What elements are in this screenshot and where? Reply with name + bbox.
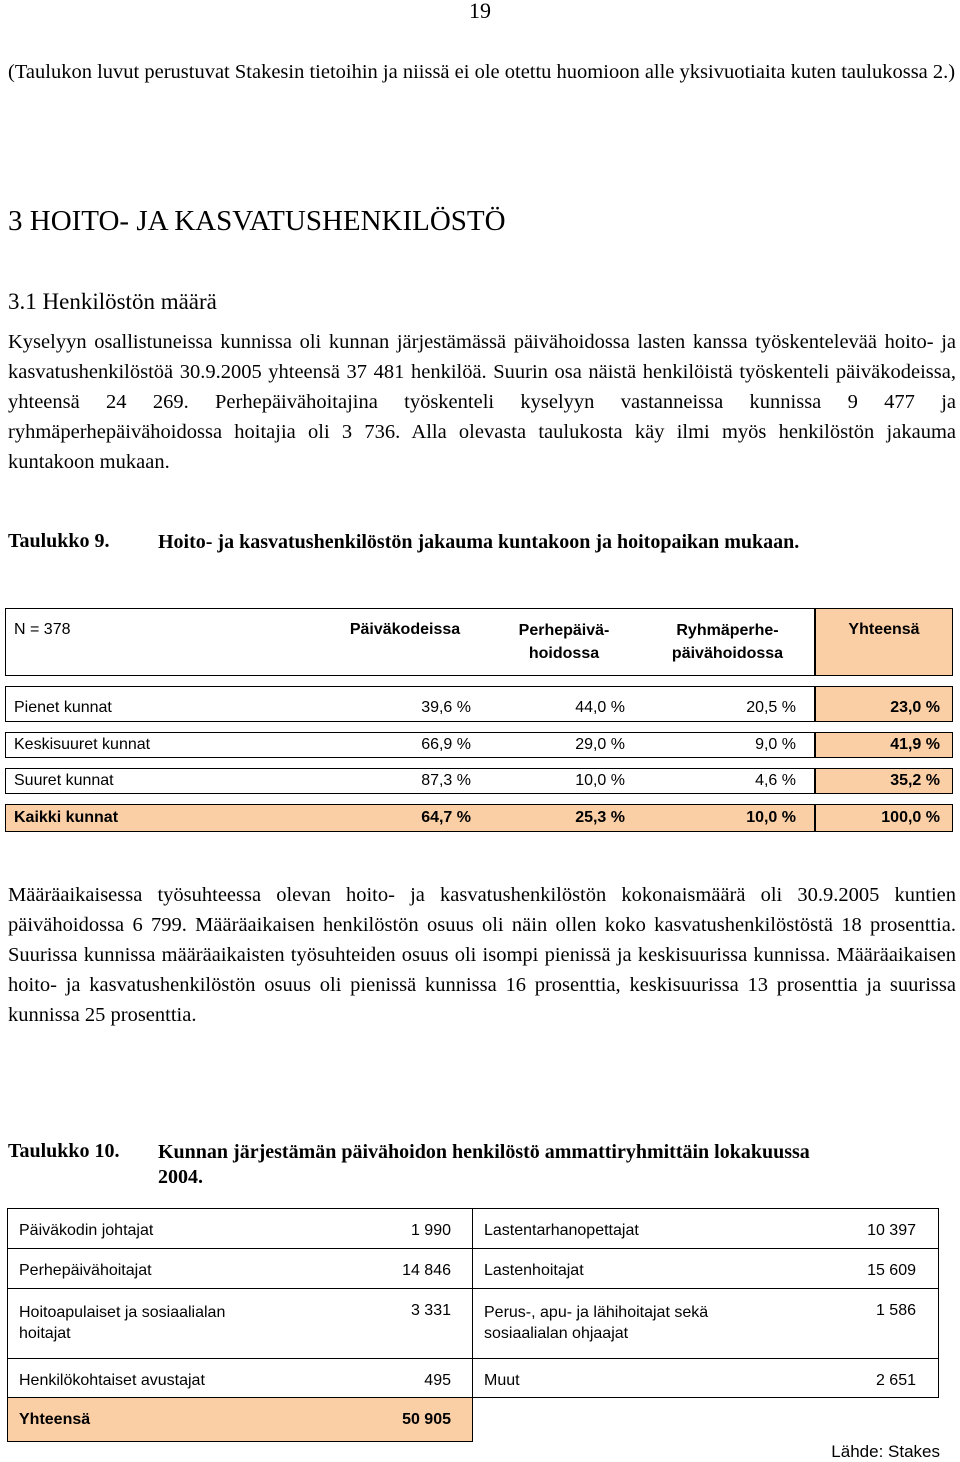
table-row — [5, 732, 953, 758]
table-row — [5, 686, 953, 722]
table9-cell-total: 23,0 % — [815, 686, 953, 722]
table10-cell: 10 397 — [867, 1222, 916, 1239]
table9-total-cell: 10,0 % — [641, 804, 815, 832]
section-heading: 3.1 Henkilöstön määrä — [8, 289, 217, 314]
table9-cell: 10,0 % — [487, 768, 641, 794]
table9-total-cell: 64,7 % — [323, 804, 487, 832]
table-row — [5, 768, 953, 794]
table10-cell: 3 331 — [410, 1302, 451, 1319]
paragraph-staff-count: Kyselyyn osallistuneissa kunnissa oli kunnan järjestämässä päivähoidossa lasten kanssa työskentelevää hoito- ja kasvatushenkilöstöä 30.9.2005 yhteensä 37 481 henkilöä. Suurin osa näistä henkilöistä työskenteli päiväkodeissa, yhteensä 24 269. Perhepäivähoitajina työskenteli kyselyyn vastanneissa kunnissa 9 477 ja ryhmäperhepäivähoidossa hoitajia oli 3 736. Alla olevasta taulukosta käy ilmi myös henkilöstön jakauma kuntakoon mukaan. — [8, 331, 956, 473]
table10-cell: 1 990 — [410, 1222, 451, 1239]
table9-label: Taulukko 9. — [8, 530, 110, 552]
table9-cell: 66,9 % — [323, 732, 487, 758]
table9-row-label: Keskisuuret kunnat — [5, 732, 323, 758]
table10-cell: 14 846 — [402, 1262, 451, 1279]
table9 — [5, 598, 953, 842]
table10-cell: Lastenhoitajat — [484, 1262, 584, 1279]
chapter-heading: 3 HOITO- JA KASVATUSHENKILÖSTÖ — [8, 205, 506, 237]
table9-header-total: Yhteensä — [815, 608, 953, 676]
paragraph-fixed-term: Määräaikaisessa työsuhteessa olevan hoito- ja kasvatushenkilöstön kokonaismäärä oli 30.9.2005 kuntien päivähoidossa 6 799. Määräaikaisen henkilöstön osuus oli näin ollen koko kasvatushenkilöstöstä 18 prosenttia. Suurissa kunnissa määräaikaisten työsuhteiden osuus oli isompi pienissä ja keskisuurissa kunnissa. Määräaikaisen hoito- ja kasvatushenkilöstön osuus oli pienissä kunnissa 16 prosenttia, keskisuurissa 13 prosenttia ja suurissa kunnissa 25 prosenttia. — [8, 884, 956, 1026]
table10-label: Taulukko 10. — [8, 1140, 120, 1162]
table10-cell: 495 — [424, 1372, 451, 1389]
table9-cell: 39,6 % — [323, 686, 487, 722]
table9-total-label: Kaikki kunnat — [5, 804, 323, 832]
table9-cell: 87,3 % — [323, 768, 487, 794]
table9-cell: 29,0 % — [487, 732, 641, 758]
table10-total-value: 50 905 — [402, 1411, 451, 1428]
table9-total-cell: 100,0 % — [815, 804, 953, 832]
table9-header-group-family: Ryhmäperhe- päivähoidossa — [641, 608, 815, 676]
table9-cell-total: 41,9 % — [815, 732, 953, 758]
table10-cell: Lastentarhanopettajat — [484, 1222, 639, 1239]
table10 — [7, 1208, 939, 1442]
table10-cell: 15 609 — [867, 1262, 916, 1279]
source-note: Lähde: Stakes — [831, 1442, 940, 1461]
table9-caption: Hoito- ja kasvatushenkilöstön jakauma kuntakoon ja hoitopaikan mukaan. — [158, 531, 800, 553]
table9-cell: 44,0 % — [487, 686, 641, 722]
table9-row-label: Pienet kunnat — [5, 686, 323, 722]
table10-cell: Muut — [484, 1372, 520, 1389]
table10-cell: Perhepäivähoitajat — [19, 1262, 152, 1279]
table9-cell: 4,6 % — [641, 768, 815, 794]
intro-note: (Taulukon luvut perustuvat Stakesin tietoihin ja niissä ei ole otettu huomioon alle yksivuotiaita kuten taulukossa 2.) — [8, 61, 956, 83]
table10-cell: Hoitoapulaiset ja sosiaalialan hoitajat — [19, 1304, 226, 1342]
page-number: 19 — [469, 0, 491, 23]
table9-cell-total: 35,2 % — [815, 768, 953, 794]
table9-total-row — [5, 804, 953, 832]
table10-cell: 1 586 — [875, 1302, 916, 1319]
table9-header-n: N = 378 — [5, 608, 323, 676]
table10-cell: Perus-, apu- ja lähihoitajat sekä sosiaalialan ohjaajat — [484, 1304, 709, 1342]
table9-cell: 9,0 % — [641, 732, 815, 758]
table9-header-family: Perhepäivä- hoidossa — [487, 608, 641, 676]
table9-row-label: Suuret kunnat — [5, 768, 323, 794]
table9-cell: 20,5 % — [641, 686, 815, 722]
table9-header-row — [5, 608, 953, 676]
table10-cell: Päiväkodin johtajat — [19, 1222, 154, 1239]
table10-caption: Kunnan järjestämän päivähoidon henkilöstö ammattiryhmittäin lokakuussa 2004. — [158, 1141, 810, 1188]
table10-cell: Henkilökohtaiset avustajat — [19, 1372, 205, 1389]
table9-total-cell: 25,3 % — [487, 804, 641, 832]
table10-total-label: Yhteensä — [19, 1411, 91, 1428]
table10-cell: 2 651 — [875, 1372, 916, 1389]
table9-header-daycare: Päiväkodeissa — [323, 608, 487, 676]
